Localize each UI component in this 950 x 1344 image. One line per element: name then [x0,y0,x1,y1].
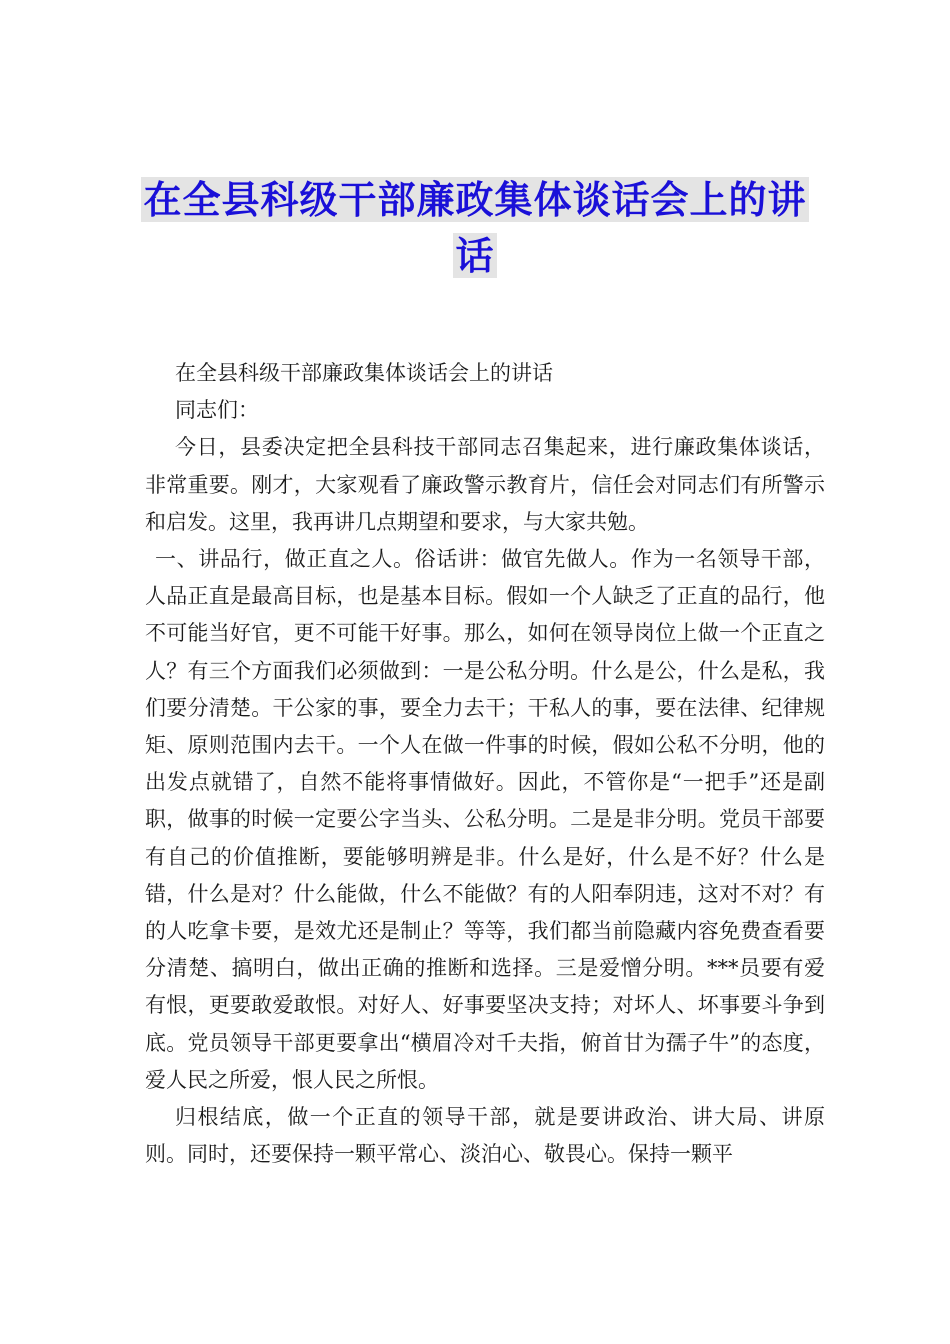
document-title [140,172,810,284]
paragraph-subtitle: 在全县科级干部廉政集体谈话会上的讲话 [175,361,553,385]
paragraph-intro: 今日，县委决定把全县科技干部同志召集起来，进行廉政集体谈话，非常重要。刚才，大家观看了廉政警示教育片，信任会对同志们有所警示和启发。这里，我再讲几点期望和要求，与大家共勉。 [145,435,825,534]
paragraph-salutation: 同志们： [175,398,259,423]
document-title-text: 在全县科级干部廉政集体谈话会上的讲话 [143,177,807,278]
paragraph-conclusion: 归根结底，做一个正直的领导干部，就是要讲政治、讲大局、讲原则。同时，还要保持一颗平常心、淡泊心、敬畏心。保持一颗平 [145,1105,825,1167]
paragraph-section-one: 一、讲品行，做正直之人。俗话讲：做官先做人。作为一名领导干部，人品正直是最高目标，也是基本目标。假如一个人缺乏了正直的品行，他不可能当好官，更不可能干好事。那么，如何在领导岗位上做一个正直之人？有三个方面我们必须做到：一是公私分明。什么是公，什么是私，我们要分清楚。干公家的事，要全力去干；干私人的事，要在法律、纪律规矩、原则范围内去干。一个人在做一件事的时候，假如公私不分明，他的出发点就错了，自然不能将事情做好。因此，不管你是“一把手”还是副职，做事的时候一定要公字当头、公私分明。二是是非分明。党员干部要有自己的价值推断，要能够明辨是非。什么是好，什么是不好？什么是错，什么是对？什么能做，什么不能做？有的人阳奉阴违，这对不对？有的人吃拿卡要，是效尤还是制止？等等，我们都当前隐藏内容免费查看要分清楚、搞明白，做出正确的推断和选择。三是爱憎分明。***员要有爱有恨，更要敢爱敢恨。对好人、好事要坚决支持；对坏人、坏事要斗争到底。党员领导干部更要拿出“横眉冷对千夫指，俯首甘为孺子牛”的态度，爱人民之所爱，恨人民之所恨。 [145,547,825,1092]
document-body [145,355,825,1173]
